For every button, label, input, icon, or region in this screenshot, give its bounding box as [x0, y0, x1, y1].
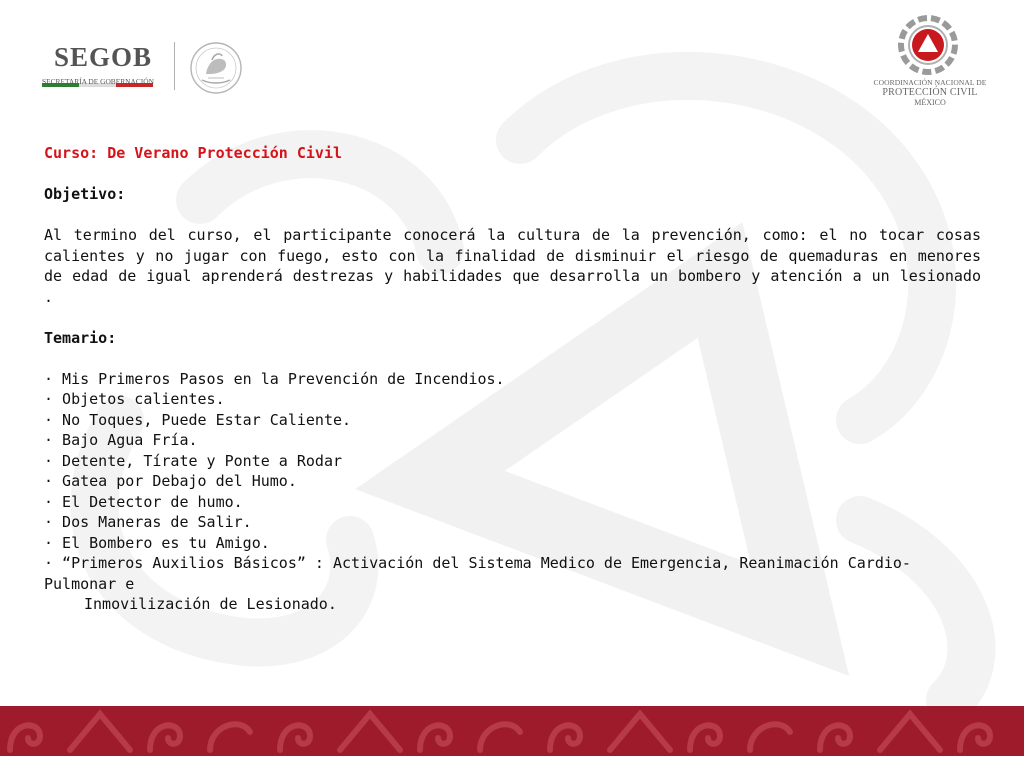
mexico-coat-of-arms-icon — [186, 40, 246, 96]
pc-line-mexico: MÉXICO — [914, 98, 946, 107]
topic-item: · El Detector de humo. — [44, 492, 243, 511]
segob-divider — [174, 42, 175, 90]
objective-text: Al termino del curso, el participante conocerá la cultura de la prevención, como: el no tocar cosas calientes y no jugar con fuego, esto con la finalidad de disminuir el riesgo de quemaduras en menores de edad de igual aprenderá destrezas y habilidades que desarrolla un bombero y atención a un lesionado . — [44, 226, 981, 306]
segob-logo — [40, 40, 260, 96]
topic-item: · El Bombero es tu Amigo. — [44, 533, 270, 552]
topic-item: · No Toques, Puede Estar Caliente. — [44, 410, 352, 429]
footer-decorative-band — [0, 706, 1024, 756]
objective-heading: Objetivo: — [44, 185, 126, 203]
proteccion-civil-emblem-icon — [897, 14, 959, 76]
proteccion-civil-text — [860, 78, 1000, 108]
topic-item: · Detente, Tírate y Ponte a Rodar — [44, 451, 343, 470]
pc-line-coordinacion: COORDINACIÓN NACIONAL DE — [873, 78, 987, 87]
topics-heading: Temario: — [44, 328, 117, 347]
topic-item: · Gatea por Debajo del Humo. — [44, 472, 297, 490]
topic-last-line1: · “Primeros Auxilios Básicos” : Activación del Sistema Medico de Emergencia, Reanimación Cardio-Pulmonar e — [44, 554, 911, 593]
pc-line-proteccion-civil: PROTECCIÓN CIVIL — [882, 87, 978, 98]
topic-last-line2: Inmovilización de Lesionado. — [84, 595, 337, 613]
proteccion-civil-logo — [860, 14, 1000, 118]
topic-item: · Dos Maneras de Salir. — [44, 513, 252, 531]
topic-item: · Bajo Agua Fría. — [44, 431, 198, 449]
course-document — [44, 143, 981, 615]
footer-bottom-strip — [0, 756, 1024, 768]
segob-wordmark: SEGOB — [54, 42, 153, 72]
topic-item: · Mis Primeros Pasos en la Prevención de Incendios. — [44, 369, 505, 388]
topics-list — [44, 369, 981, 615]
course-title: Curso: De Verano Protección Civil — [44, 144, 343, 162]
segob-flag-bar — [42, 72, 154, 76]
topic-item-last — [44, 553, 981, 615]
topic-item: · Objetos calientes. — [44, 390, 225, 408]
segob-subtitle: SECRETARÍA DE GOBERNACIÓN — [42, 77, 154, 86]
